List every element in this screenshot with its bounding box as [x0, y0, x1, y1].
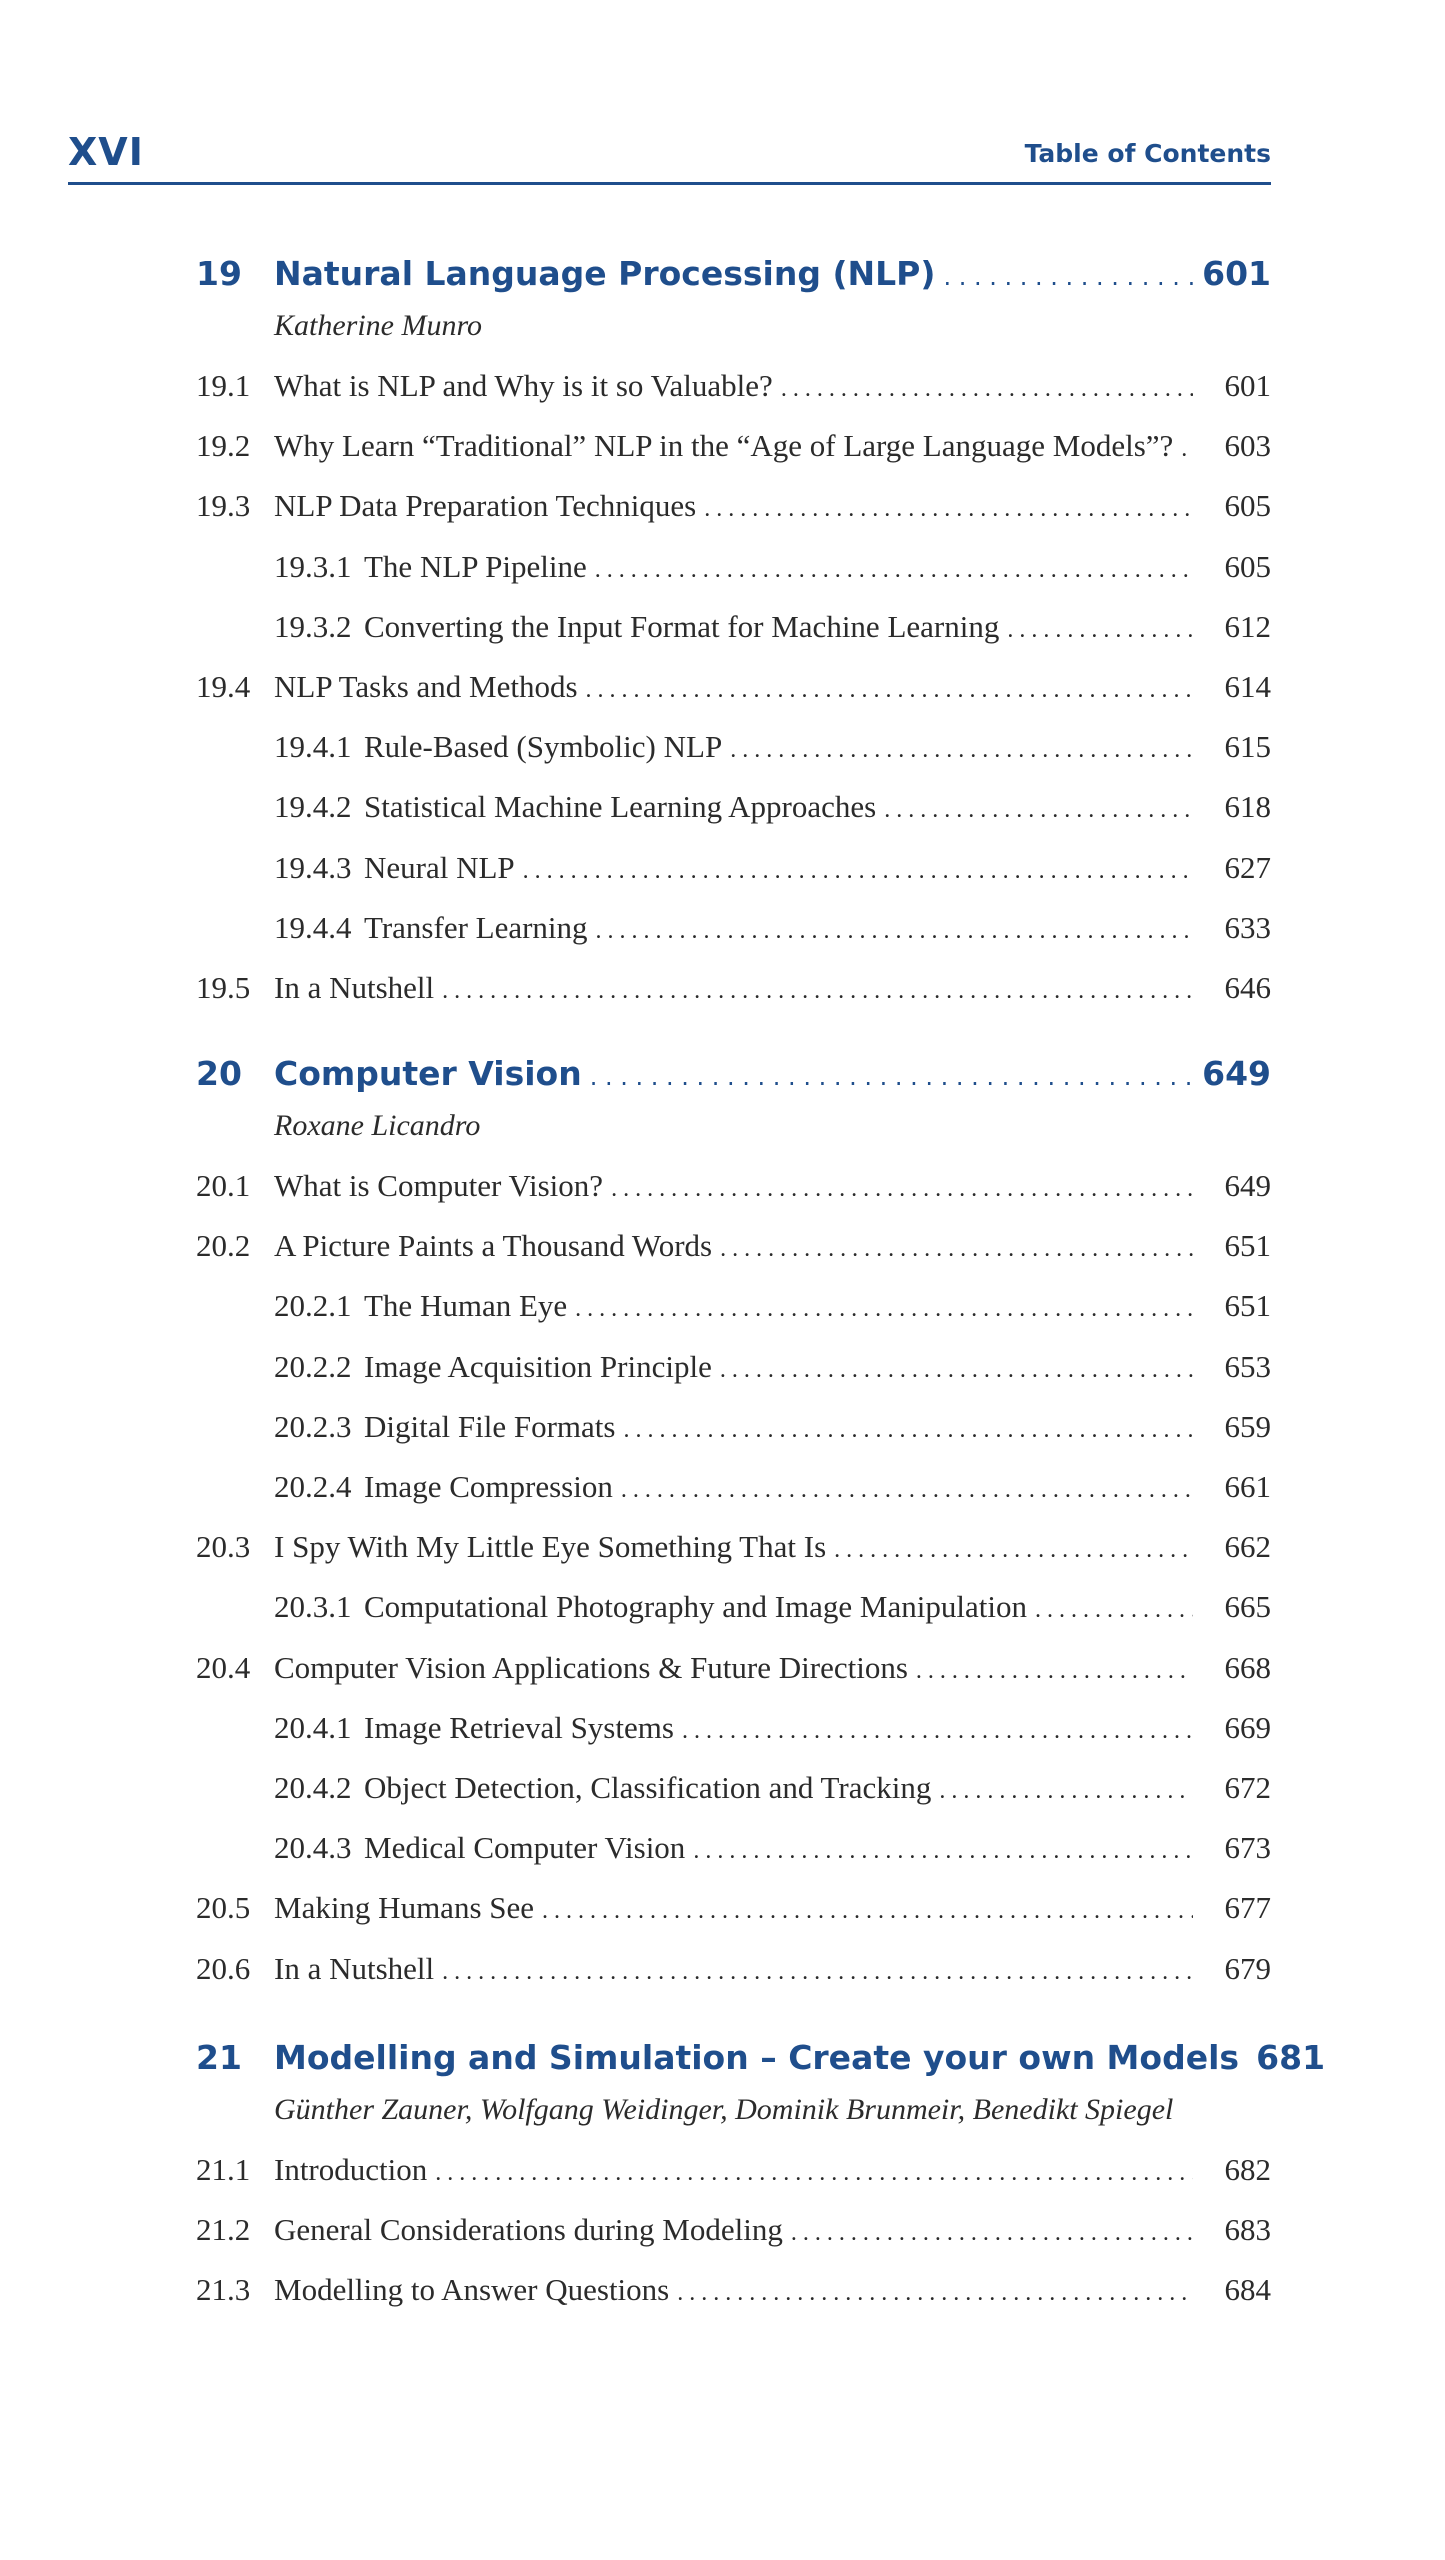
section-entry[interactable] — [196, 1525, 1271, 1569]
entry-title: General Considerations during Modeling — [274, 2212, 783, 2247]
section-entry[interactable] — [196, 2148, 1271, 2192]
entry-number: 20.4.3 — [274, 1830, 352, 1865]
entry-title: Digital File Formats — [364, 1409, 616, 1444]
section-entry[interactable] — [196, 1886, 1271, 1930]
chapter-heading[interactable] — [196, 252, 1271, 296]
section-entry[interactable] — [196, 484, 1271, 528]
entry-page-number: 683 — [1224, 2212, 1271, 2247]
dot-leader — [442, 969, 1193, 1013]
page-header — [68, 122, 1271, 185]
dot-leader — [693, 1829, 1193, 1873]
entry-page-number: 651 — [1224, 1288, 1271, 1323]
entry-number: 20 — [196, 1054, 242, 1093]
entry-page-number: 614 — [1224, 669, 1271, 704]
section-entry[interactable] — [196, 966, 1271, 1010]
entry-page-number: 677 — [1224, 1890, 1271, 1925]
section-entry[interactable] — [196, 665, 1271, 709]
chapter-author: Katherine Munro — [274, 309, 483, 342]
entry-title: I Spy With My Little Eye Something That Is — [274, 1529, 827, 1564]
entry-number: 20.4.1 — [274, 1710, 352, 1745]
entry-number: 20.2.3 — [274, 1409, 352, 1444]
entry-page-number: 649 — [1202, 1054, 1271, 1093]
dot-leader — [730, 728, 1193, 772]
entry-page-number: 601 — [1224, 368, 1271, 403]
entry-number: 19.4 — [196, 669, 251, 704]
entry-number: 20.1 — [196, 1168, 251, 1203]
dot-leader — [916, 1649, 1193, 1693]
entry-title: In a Nutshell — [274, 970, 435, 1005]
subsection-entry[interactable] — [196, 1826, 1271, 1870]
entry-page-number: 601 — [1202, 254, 1271, 293]
entry-page-number: 672 — [1224, 1770, 1271, 1805]
section-entry[interactable] — [196, 2208, 1271, 2252]
entry-page-number: 618 — [1224, 789, 1271, 824]
entry-title: What is NLP and Why is it so Valuable? — [274, 368, 773, 403]
entry-title: Image Retrieval Systems — [364, 1710, 674, 1745]
dot-leader — [435, 2151, 1193, 2195]
section-entry[interactable] — [196, 1164, 1271, 1208]
dot-leader — [523, 849, 1193, 893]
entry-number: 20.2.2 — [274, 1349, 352, 1384]
entry-title: NLP Tasks and Methods — [274, 669, 578, 704]
entry-page-number: 662 — [1224, 1529, 1271, 1564]
entry-title: NLP Data Preparation Techniques — [274, 488, 697, 523]
dot-leader — [791, 2211, 1193, 2255]
section-entry[interactable] — [196, 1947, 1271, 1991]
dot-leader — [586, 668, 1193, 712]
chapter-heading[interactable] — [196, 2036, 1326, 2080]
dot-leader — [542, 1889, 1193, 1933]
entry-page-number: 682 — [1224, 2152, 1271, 2187]
chapter-author: Roxane Licandro — [274, 1109, 481, 1142]
entry-page-number: 661 — [1224, 1469, 1271, 1504]
subsection-entry[interactable] — [196, 906, 1271, 950]
dot-leader — [1035, 1588, 1193, 1632]
entry-number: 19.4.4 — [274, 910, 352, 945]
entry-page-number: 665 — [1224, 1589, 1271, 1624]
dot-leader — [442, 1950, 1193, 1994]
subsection-entry[interactable] — [196, 1465, 1271, 1509]
entry-title: Why Learn “Traditional” NLP in the “Age of Large Language Models”? — [274, 428, 1174, 463]
entry-page-number: 633 — [1224, 910, 1271, 945]
entry-title: Neural NLP — [364, 850, 515, 885]
entry-title: Computer Vision — [274, 1054, 582, 1093]
entry-title: Rule-Based (Symbolic) NLP — [364, 729, 723, 764]
entry-title: Computer Vision Applications & Future Directions — [274, 1650, 908, 1685]
dot-leader — [939, 1769, 1193, 1813]
entry-title: Introduction — [274, 2152, 428, 2187]
subsection-entry[interactable] — [196, 1706, 1271, 1750]
dot-leader — [575, 1287, 1193, 1331]
dot-leader — [884, 788, 1193, 832]
dot-leader — [677, 2271, 1193, 2315]
dot-leader — [834, 1528, 1193, 1572]
entry-number: 20.6 — [196, 1951, 251, 1986]
entry-number: 19.4.1 — [274, 729, 352, 764]
entry-page-number: 651 — [1224, 1228, 1271, 1263]
subsection-entry[interactable] — [196, 1345, 1271, 1389]
entry-number: 21.1 — [196, 2152, 251, 2187]
entry-number: 21 — [196, 2038, 242, 2077]
dot-leader — [704, 487, 1193, 531]
section-entry[interactable] — [196, 2268, 1271, 2312]
dot-leader — [596, 909, 1193, 953]
entry-number: 20.4.2 — [274, 1770, 352, 1805]
entry-number: 19.3 — [196, 488, 251, 523]
chapter-heading[interactable] — [196, 1052, 1271, 1096]
dot-leader — [943, 255, 1193, 299]
entry-title: Computational Photography and Image Manipulation — [364, 1589, 1027, 1624]
dot-leader — [595, 548, 1193, 592]
entry-number: 19.4.3 — [274, 850, 352, 885]
entry-page-number: 627 — [1224, 850, 1271, 885]
dot-leader — [720, 1348, 1193, 1392]
entry-title: Image Acquisition Principle — [364, 1349, 712, 1384]
entry-title: Modelling and Simulation – Create your own Models — [274, 2038, 1240, 2077]
entry-page-number: 681 — [1256, 2038, 1326, 2077]
dot-leader — [623, 1408, 1193, 1452]
dot-leader — [720, 1227, 1193, 1271]
entry-title: Statistical Machine Learning Approaches — [364, 789, 877, 824]
entry-number: 21.3 — [196, 2272, 251, 2307]
dot-leader — [682, 1709, 1193, 1753]
entry-number: 19.2 — [196, 428, 251, 463]
subsection-entry[interactable] — [196, 725, 1271, 769]
entry-title: The NLP Pipeline — [364, 549, 587, 584]
subsection-entry[interactable] — [196, 605, 1271, 649]
running-head: Table of Contents — [1024, 139, 1271, 168]
entry-title: A Picture Paints a Thousand Words — [274, 1228, 713, 1263]
entry-page-number: 679 — [1224, 1951, 1271, 1986]
dot-leader — [1181, 427, 1193, 471]
entry-page-number: 668 — [1224, 1650, 1271, 1685]
entry-number: 20.3.1 — [274, 1589, 352, 1624]
entry-number: 20.3 — [196, 1529, 251, 1564]
entry-number: 19 — [196, 254, 242, 293]
entry-number: 19.5 — [196, 970, 251, 1005]
entry-number: 19.3.1 — [274, 549, 352, 584]
dot-leader — [590, 1055, 1193, 1099]
dot-leader — [1007, 608, 1193, 652]
entry-number: 21.2 — [196, 2212, 251, 2247]
entry-page-number: 646 — [1224, 970, 1271, 1005]
section-entry[interactable] — [196, 424, 1271, 468]
entry-page-number: 612 — [1224, 609, 1271, 644]
entry-title: What is Computer Vision? — [274, 1168, 604, 1203]
entry-title: Transfer Learning — [364, 910, 588, 945]
entry-page-number: 603 — [1224, 428, 1271, 463]
dot-leader — [611, 1167, 1193, 1211]
entry-title: In a Nutshell — [274, 1951, 435, 1986]
section-entry[interactable] — [196, 1224, 1271, 1268]
page-number: XVI — [68, 130, 144, 174]
subsection-entry[interactable] — [196, 846, 1271, 890]
entry-page-number: 673 — [1224, 1830, 1271, 1865]
subsection-entry[interactable] — [196, 1766, 1271, 1810]
entry-number: 19.3.2 — [274, 609, 352, 644]
subsection-entry[interactable] — [196, 1405, 1271, 1449]
entry-number: 20.2 — [196, 1228, 251, 1263]
entry-title: Modelling to Answer Questions — [274, 2272, 670, 2307]
entry-number: 19.1 — [196, 368, 251, 403]
chapter-author: Günther Zauner, Wolfgang Weidinger, Dominik Brunmeir, Benedikt Spiegel — [274, 2093, 1174, 2126]
entry-page-number: 649 — [1224, 1168, 1271, 1203]
entry-number: 20.2.1 — [274, 1288, 352, 1323]
entry-number: 20.2.4 — [274, 1469, 352, 1504]
section-entry[interactable] — [196, 364, 1271, 408]
entry-title: Converting the Input Format for Machine Learning — [364, 609, 1000, 644]
entry-page-number: 653 — [1224, 1349, 1271, 1384]
subsection-entry[interactable] — [196, 1284, 1271, 1328]
dot-leader — [621, 1468, 1193, 1512]
subsection-entry[interactable] — [196, 1585, 1271, 1629]
entry-title: Image Compression — [364, 1469, 613, 1504]
entry-page-number: 615 — [1224, 729, 1271, 764]
entry-title: Medical Computer Vision — [364, 1830, 686, 1865]
subsection-entry[interactable] — [196, 545, 1271, 589]
entry-title: Natural Language Processing (NLP) — [274, 254, 936, 293]
entry-number: 20.5 — [196, 1890, 251, 1925]
subsection-entry[interactable] — [196, 785, 1271, 829]
entry-page-number: 659 — [1224, 1409, 1271, 1444]
entry-page-number: 684 — [1224, 2272, 1271, 2307]
entry-page-number: 605 — [1224, 488, 1271, 523]
section-entry[interactable] — [196, 1646, 1271, 1690]
entry-number: 20.4 — [196, 1650, 251, 1685]
entry-page-number: 669 — [1224, 1710, 1271, 1745]
entry-title: Object Detection, Classification and Tracking — [364, 1770, 932, 1805]
dot-leader — [781, 367, 1193, 411]
entry-title: The Human Eye — [364, 1288, 568, 1323]
entry-title: Making Humans See — [274, 1890, 535, 1925]
entry-number: 19.4.2 — [274, 789, 352, 824]
entry-page-number: 605 — [1224, 549, 1271, 584]
